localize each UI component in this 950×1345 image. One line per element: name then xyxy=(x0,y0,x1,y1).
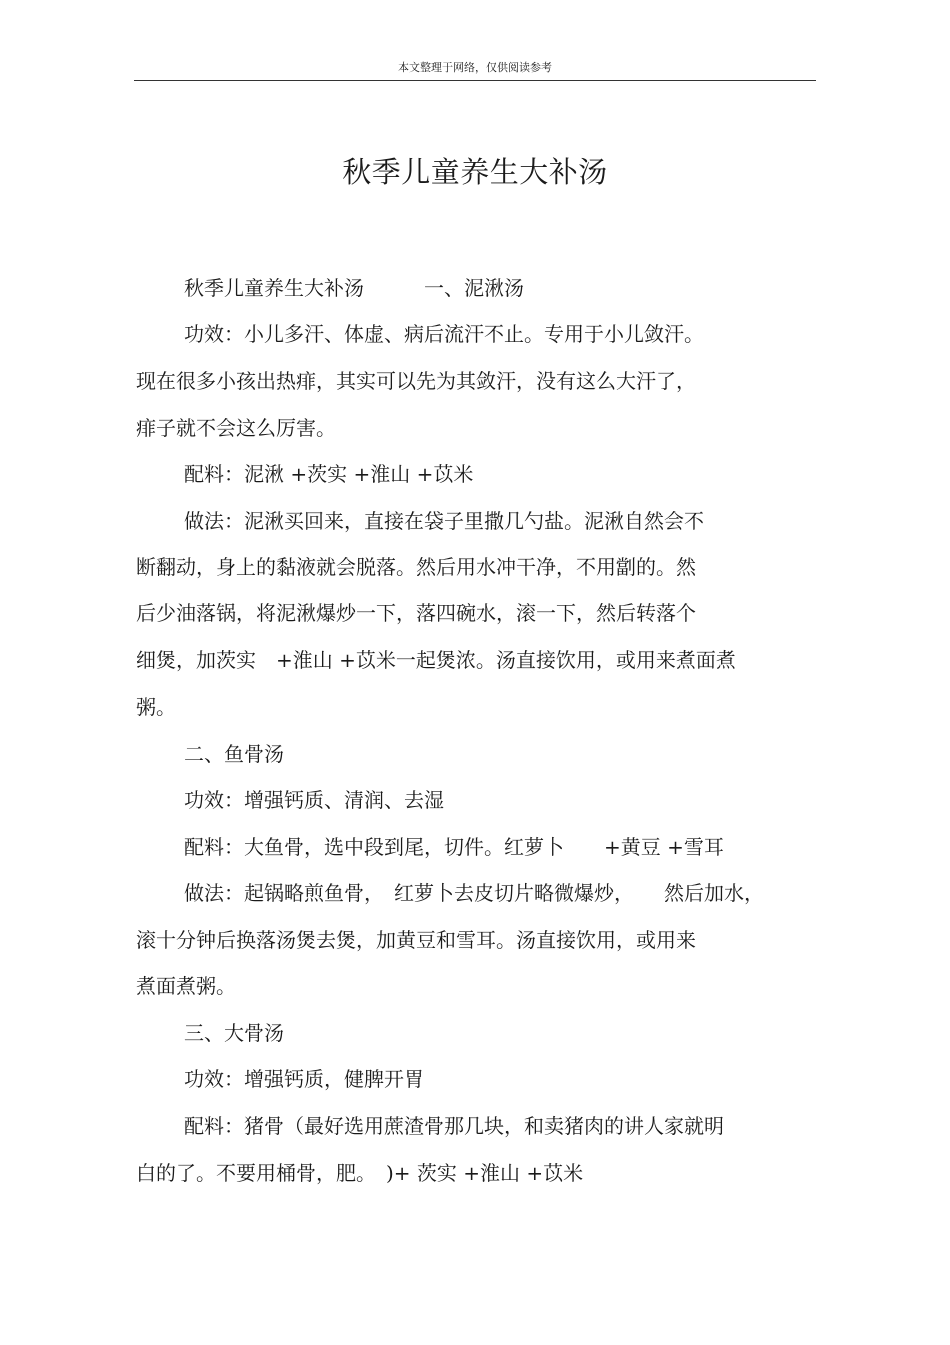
paragraph-line: 配料：泥湫 +茨实 +淮山 +苡米 xyxy=(184,462,474,486)
paragraph-line: 粥。 xyxy=(136,695,176,719)
paragraph-line: 后少油落锅，将泥湫爆炒一下，落四碗水，滚一下，然后转落个 xyxy=(136,601,696,625)
paragraph-line: 功效：小儿多汗、体虚、病后流汗不止。专用于小儿敛汗。 xyxy=(184,322,704,346)
paragraph-line: 功效：增强钙质、清润、去湿 xyxy=(184,788,444,812)
page-header xyxy=(134,58,816,81)
paragraph-line: 痱子就不会这么厉害。 xyxy=(136,416,336,440)
header-text: 本文整理于网络，仅供阅读参考 xyxy=(398,61,552,74)
paragraph-line: 白的了。不要用桶骨，肥。 )+ 茨实 +淮山 +苡米 xyxy=(136,1161,584,1185)
section-heading: 三、大骨汤 xyxy=(184,1021,284,1045)
paragraph-line: 滚十分钟后换落汤煲去煲，加黄豆和雪耳。汤直接饮用，或用来 xyxy=(136,928,696,952)
paragraph-line: 现在很多小孩出热痱，其实可以先为其敛汗，没有这么大汗了， xyxy=(136,369,696,393)
paragraph-line: 做法：起锅略煎鱼骨， 红萝卜去皮切片略微爆炒， 然后加水， xyxy=(184,881,764,905)
paragraph-line: 细煲，加茨实 +淮山 +苡米一起煲浓。汤直接饮用，或用来煮面煮 xyxy=(136,648,736,672)
document-title: 秋季儿童养生大补汤 xyxy=(342,155,608,189)
paragraph-line: 配料：猪骨（最好选用蔗渣骨那几块，和卖猪肉的讲人家就明 xyxy=(184,1114,724,1138)
paragraph-line: 秋季儿童养生大补汤 一、泥湫汤 xyxy=(184,276,524,300)
paragraph-line: 煮面煮粥。 xyxy=(136,974,236,998)
section-heading: 二、鱼骨汤 xyxy=(184,742,284,766)
paragraph-line: 功效：增强钙质，健脾开胃 xyxy=(184,1067,424,1091)
paragraph-line: 做法：泥湫买回来，直接在袋子里撒几勺盐。泥湫自然会不 xyxy=(184,509,704,533)
paragraph-line: 配料：大鱼骨，选中段到尾，切件。红萝卜 +黄豆 +雪耳 xyxy=(184,835,724,859)
paragraph-line: 断翻动，身上的黏液就会脱落。然后用水冲干净，不用劏的。然 xyxy=(136,555,696,579)
